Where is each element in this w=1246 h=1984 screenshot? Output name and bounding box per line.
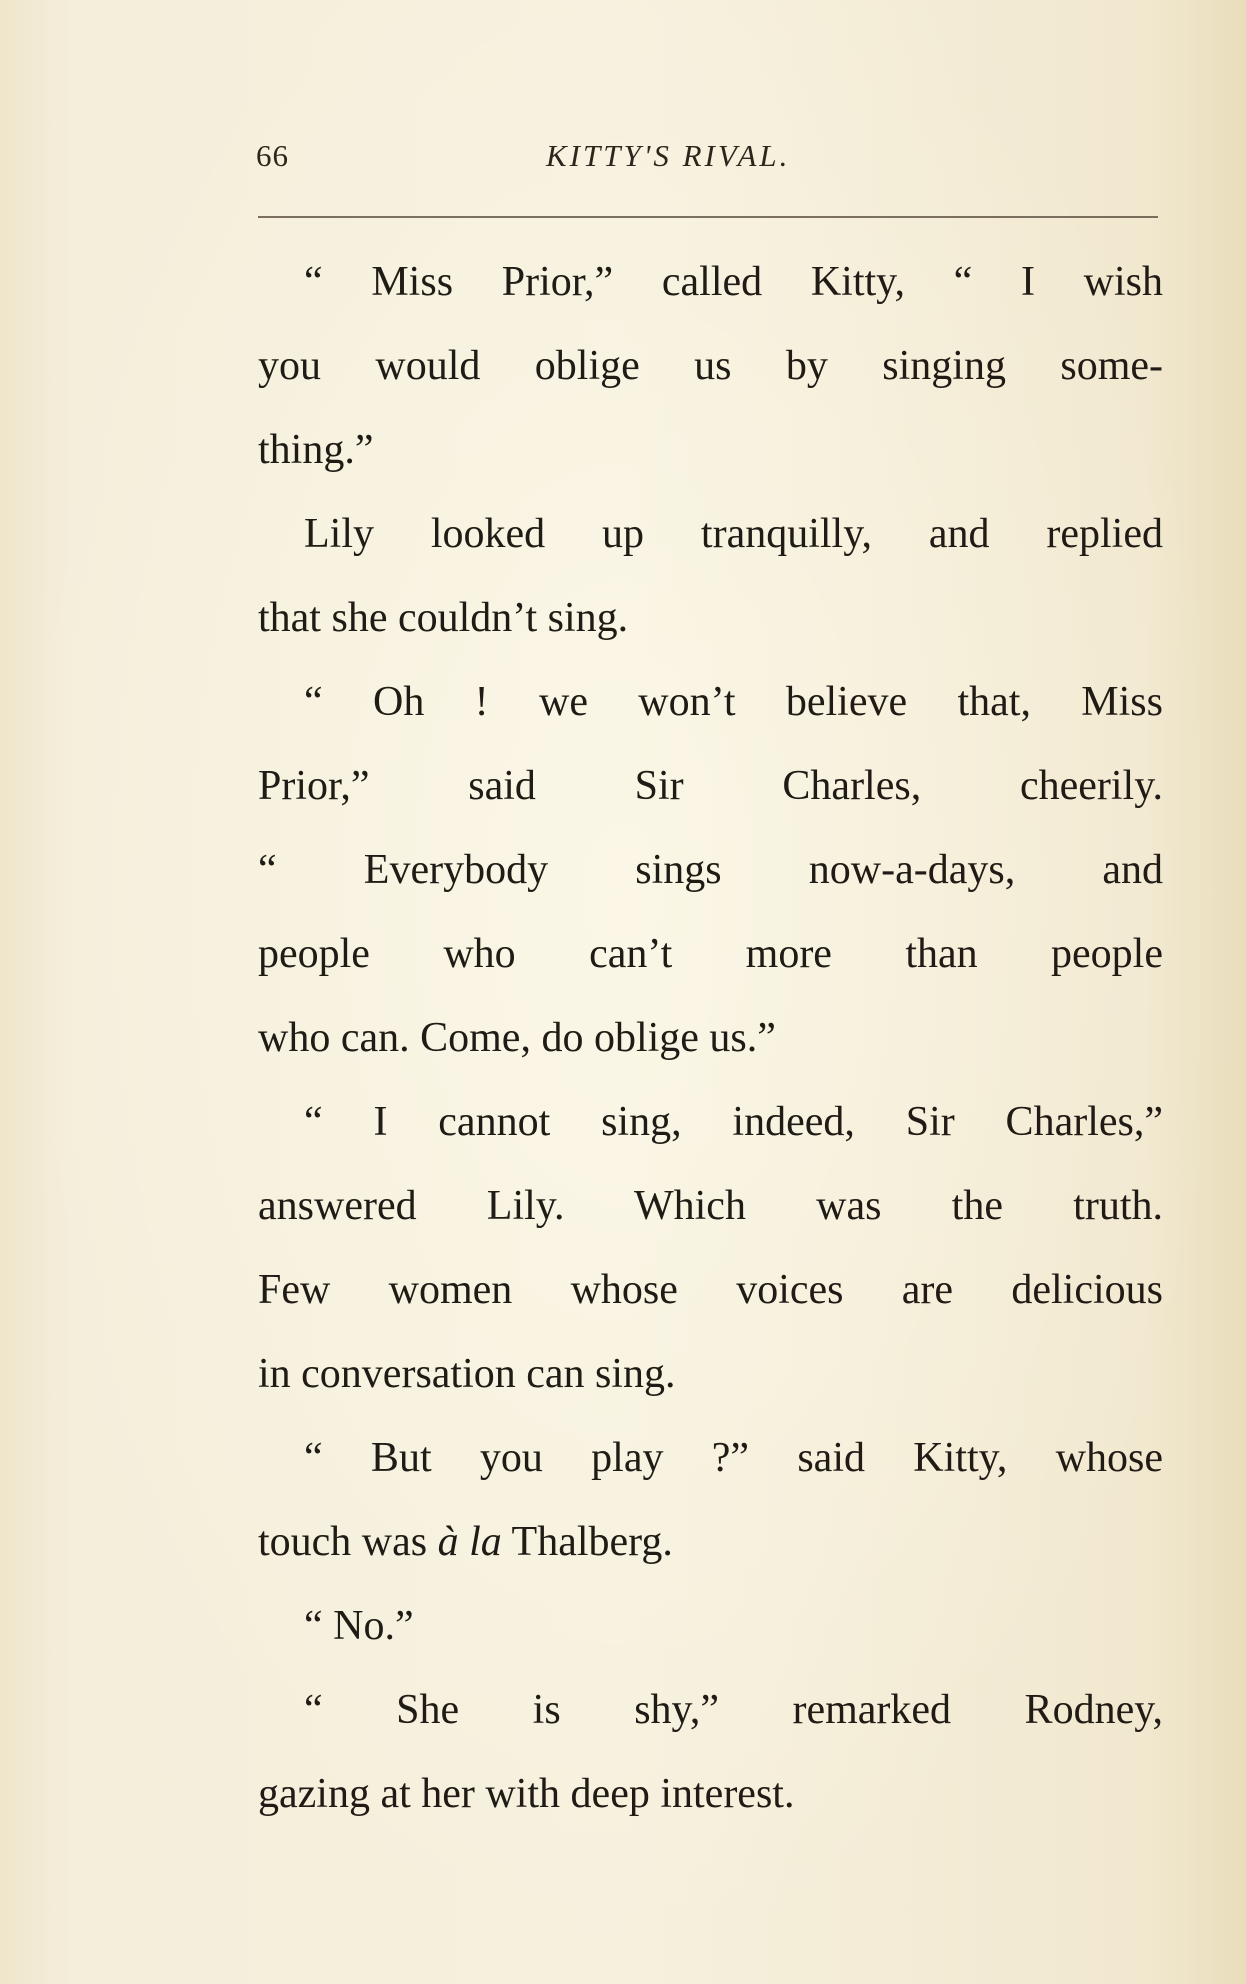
text-line: “ I cannot sing, indeed, Sir Charles,” — [304, 1099, 1163, 1145]
header-rule — [258, 216, 1158, 218]
text-segment: touch was — [258, 1519, 438, 1565]
text-line: you would oblige us by singing some- — [258, 343, 1163, 389]
text-line: thing.” — [258, 427, 374, 473]
body-text — [258, 240, 1163, 1836]
page-number: 66 — [256, 138, 289, 173]
text-segment: Thalberg. — [501, 1519, 673, 1565]
text-line: “ She is shy,” remarked Rodney, — [304, 1687, 1163, 1733]
italic-phrase: à la — [437, 1519, 502, 1565]
text-line: gazing at her with deep interest. — [258, 1771, 795, 1817]
text-line: Prior,” said Sir Charles, cheerily. — [258, 763, 1163, 809]
text-line: in conversation can sing. — [258, 1351, 676, 1397]
running-head — [256, 138, 1156, 188]
text-line: “ Everybody sings now-a-days, and — [258, 847, 1163, 893]
text-line: people who can’t more than people — [258, 931, 1163, 977]
text-line: “ But you play ?” said Kitty, whose — [304, 1435, 1163, 1481]
text-line: “ No.” — [304, 1603, 414, 1649]
text-line: that she couldn’t sing. — [258, 595, 629, 641]
text-line: Lily looked up tranquilly, and replied — [304, 511, 1163, 557]
text-line: “ Miss Prior,” called Kitty, “ I wish — [304, 259, 1163, 305]
text-line: who can. Come, do oblige us.” — [258, 1015, 776, 1061]
text-line: Few women whose voices are delicious — [258, 1267, 1163, 1313]
running-title: KITTY'S RIVAL. — [546, 138, 791, 173]
text-line: “ Oh ! we won’t believe that, Miss — [304, 679, 1163, 725]
text-line — [258, 1500, 1163, 1584]
text-line: answered Lily. Which was the truth. — [258, 1183, 1163, 1229]
